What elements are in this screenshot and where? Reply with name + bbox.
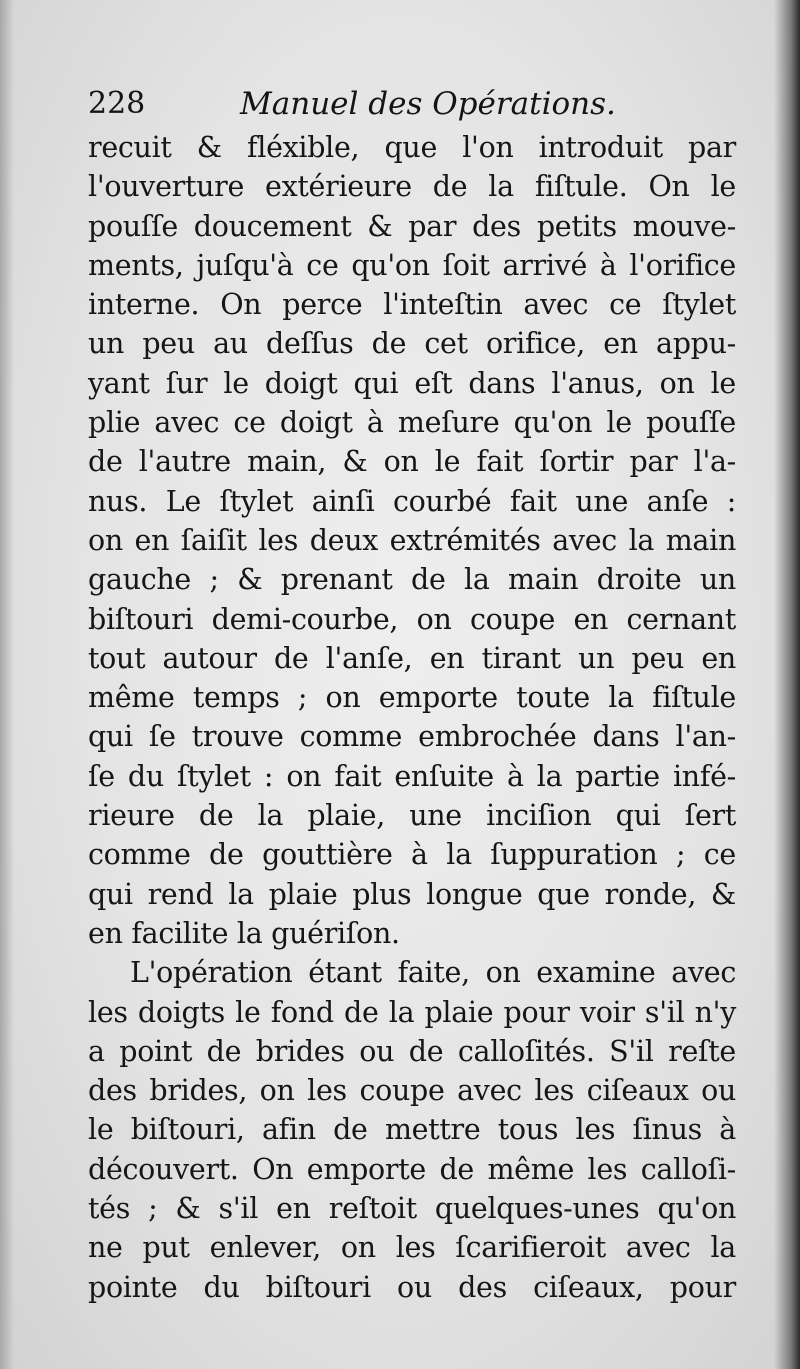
text-line: biſtouri demi-courbe, on coupe en cernant [88,602,736,636]
text-line: les doigts le fond de la plaie pour voir s'il n'y [88,995,736,1029]
text-line: qui ſe trouve comme embrochée dans l'an- [88,720,736,754]
text-line: de l'autre main, & on le fait ſortir par l'a- [88,445,736,479]
text-line: l'ouverture extérieure de la fiſtule. On le [88,170,736,204]
text-line: le biſtouri, afin de mettre tous les ſinus à [88,1113,736,1147]
text-line: tés ; & s'il en reſtoit quelques-unes qu'on [88,1192,736,1226]
text-line: recuit & fléxible, que l'on introduit par [88,131,736,164]
text-line: interne. On perce l'inteſtin avec ce ſtylet [88,288,736,322]
paragraph-end-line: en facilite la guériſon. [88,916,400,950]
text-line: découvert. On emporte de même les calloſi- [88,1152,736,1186]
page-number: 228 [88,86,146,121]
text-line: a point de brides ou de calloſités. S'il reſte [88,1034,736,1068]
text-line: pouſſe doucement & par des petits mouve- [88,209,736,243]
text-line: ſe du ſtylet : on fait enſuite à la partie infé- [88,759,736,793]
body-text [88,128,736,1307]
text-line: on en ſaiſit les deux extrémités avec la main [88,523,736,557]
text-line: ne put enlever, on les ſcarifieroit avec la [88,1231,736,1265]
text-line: même temps ; on emporte toute la fiſtule [88,681,736,715]
text-line: pointe du biſtouri ou des ciſeaux, pour [88,1270,736,1304]
text-line: yant ſur le doigt qui eſt dans l'anus, on le [88,366,736,400]
text-line: rieure de la plaie, une inciſion qui ſert [88,799,736,833]
page-header [88,84,738,124]
paragraph-start-line: L'opération étant faite, on examine avec [130,956,736,990]
text-line: comme de gouttière à la ſuppuration ; ce [88,838,736,872]
text-line: des brides, on les coupe avec les ciſeaux ou [88,1074,736,1108]
text-line: tout autour de l'anſe, en tirant un peu en [88,641,736,675]
text-line: un peu au deſſus de cet orifice, en appu- [88,327,736,361]
running-head: Manuel des Opérations. [240,86,616,122]
text-line: nus. Le ſtylet ainſi courbé fait une anſe : [88,484,736,518]
text-line: gauche ; & prenant de la main droite un [88,563,736,597]
text-line: ments, juſqu'à ce qu'on ſoit arrivé à l'orifice [88,248,736,282]
text-line: qui rend la plaie plus longue que ronde, & [88,877,736,911]
text-line: plie avec ce doigt à meſure qu'on le pouſſe [88,406,736,440]
